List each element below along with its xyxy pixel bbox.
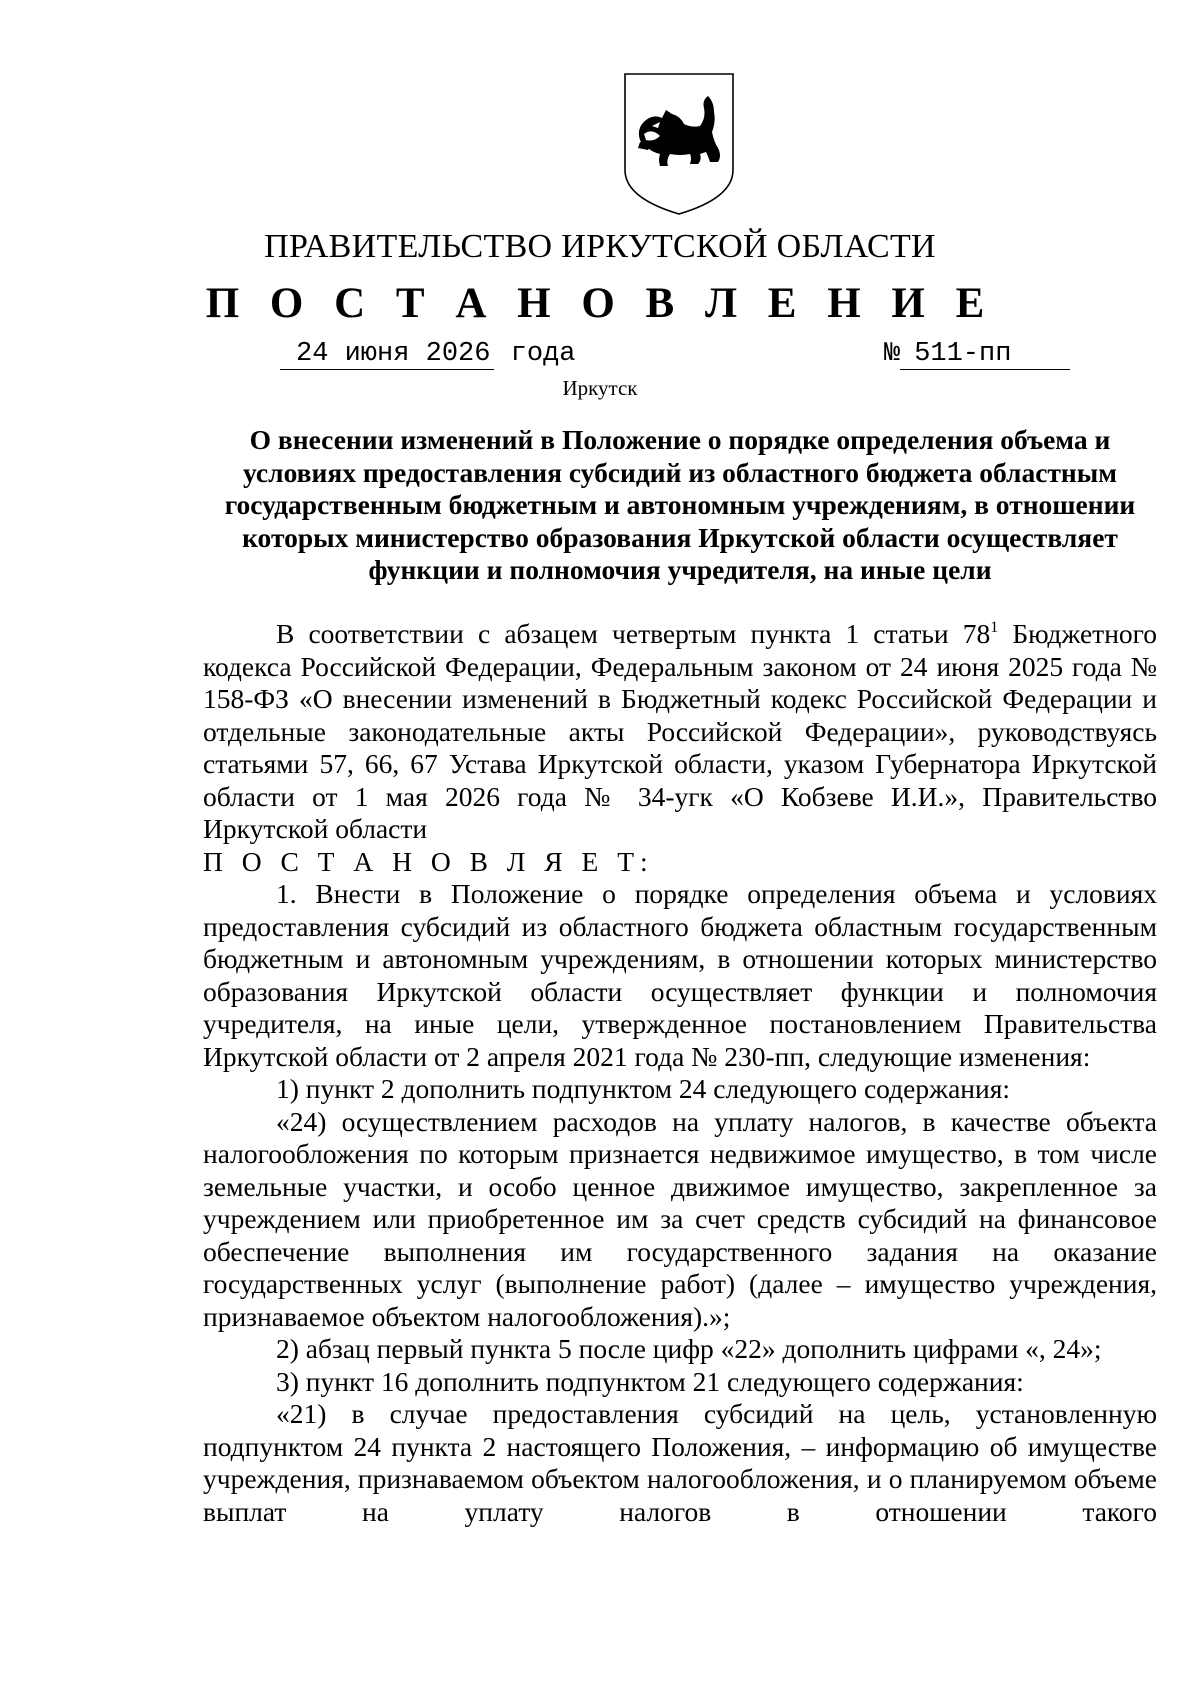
- subparagraph-3: 3) пункт 16 дополнить подпунктом 21 следующего содержания:: [276, 1365, 1024, 1397]
- document-number: [884, 336, 1070, 370]
- number-sign: №: [884, 339, 901, 369]
- preamble-part-1: В соответствии с абзацем четвертым пункта 1 статьи 78: [276, 618, 991, 649]
- document-body: [203, 618, 1157, 1528]
- document-date: [280, 336, 575, 370]
- city: Иркутск: [562, 376, 638, 400]
- date-suffix: года: [494, 339, 576, 369]
- number-value: 511-пп: [900, 339, 1070, 370]
- preamble-part-2: Бюджетного кодекса Российской Федерации, Федеральным законом от 24 июня 2025 года № 158-ФЗ «О внесении изменений в Бюджетный кодекс Российской Федерации и отдельные законодательные акты Российской Федерации», руководствуясь статьями 57, 66, 67 Устава Иркутской области, указом Губернатора Иркутской области от 1 мая 2026 года № 34-угк «О Кобзеве И.И.», Правительство Иркутской области: [203, 618, 1157, 844]
- paragraph-1: 1. Внести в Положение о порядке определения объема и условиях предоставления субсидий из областного бюджета областным государственным бюджетным и автономным учреждениям, в отношении которых министерство образования Иркутской области осуществляет функции и полномочия учредителя, на иные цели, утвержденное постановлением Правительства Иркутской области от 2 апреля 2021 года № 230-пп, следующие изменения:: [203, 878, 1157, 1072]
- preamble: [203, 618, 1157, 846]
- subparagraph-2: 2) абзац первый пункта 5 после цифр «22» дополнить цифрами «, 24»;: [276, 1333, 1102, 1364]
- decree-word: П О С Т А Н О В Л Я Е Т:: [203, 845, 654, 877]
- document-title: О внесении изменений в Положение о порядке определения объема и условиях предоставления субсидий из областного бюджета областным государственным бюджетным и автономным учреждениям, в отношении которых министерство образования Иркутской области осуществляет функции и полномочия учредителя, на иные цели: [224, 424, 1136, 585]
- superscript: 1: [990, 619, 999, 636]
- irkutsk-coat-of-arms-icon: [622, 70, 736, 217]
- subparagraph-1: 1) пункт 2 дополнить подпунктом 24 следующего содержания:: [276, 1073, 1011, 1104]
- quoted-item-21: «21) в случае предоставления субсидий на цель, установленную подпунктом 24 пункта 2 настоящего Положения, – информацию об имуществе учреждения, признаваемом объектом налогообложения, и о планируемом объеме выплат на уплату налогов в отношении такого: [203, 1398, 1157, 1527]
- date-value: 24 июня 2026: [280, 339, 494, 370]
- document-type: П О С Т А Н О В Л Е Н И Е: [205, 280, 995, 327]
- quoted-item-24: «24) осуществлением расходов на уплату налогов, в качестве объекта налогообложения по которым признается недвижимое имущество, в том числе земельные участки, и особо ценное движимое имущество, закрепленное за учреждением или приобретенное им за счет средств субсидий на финансовое обеспечение выполнения им государственного задания на оказание государственных услуг (выполнение работ) (далее – имущество учреждения, признаваемое объектом налогообложения).»;: [203, 1105, 1157, 1332]
- government-name: ПРАВИТЕЛЬСТВО ИРКУТСКОЙ ОБЛАСТИ: [264, 228, 936, 265]
